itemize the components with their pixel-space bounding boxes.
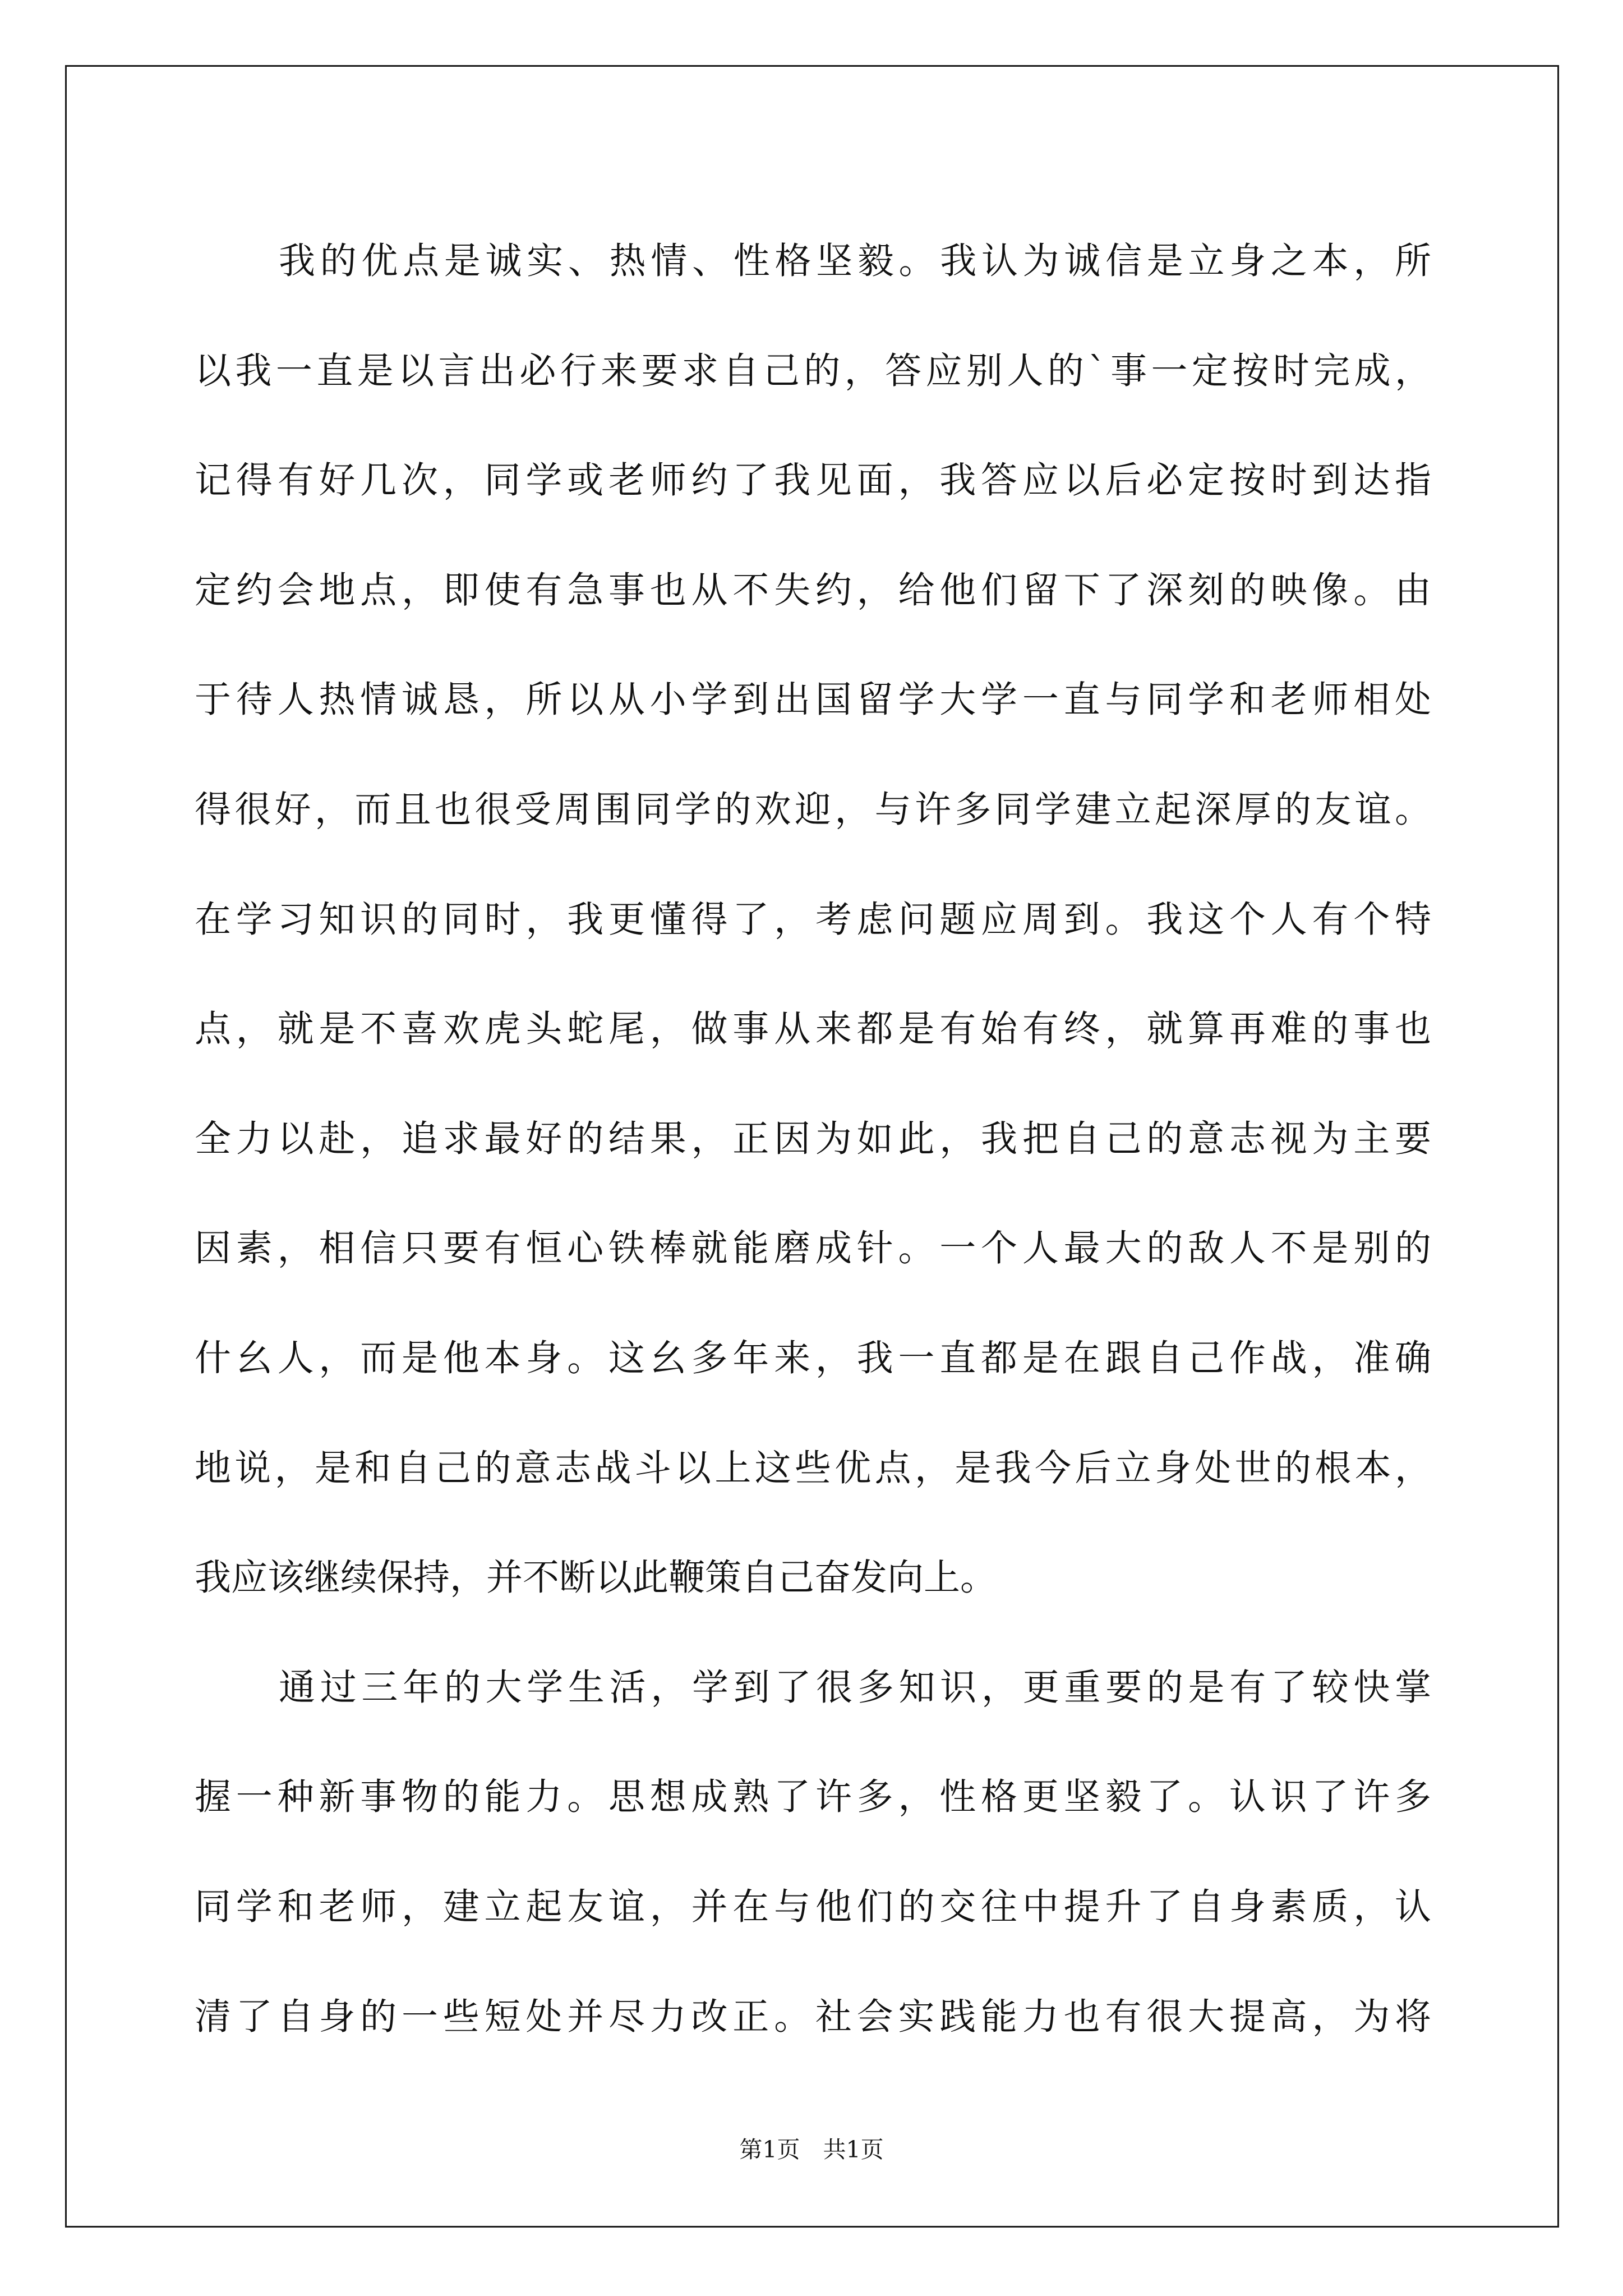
text-line: 握一种新事物的能力。思想成熟了许多，性格更坚毅了。认识了许多 [195, 1776, 1431, 1819]
text-line: 全力以赴，追求最好的结果，正因为如此，我把自己的意志视为主要 [195, 1117, 1431, 1160]
text-line: 在学习知识的同时，我更懂得了，考虑问题应周到。我这个人有个特 [195, 898, 1431, 941]
text-line: 得很好，而且也很受周围同学的欢迎，与许多同学建立起深厚的友谊。 [195, 788, 1431, 831]
page-number-footer: 第1页 共1页 [739, 2136, 884, 2163]
text-line: 定约会地点，即使有急事也从不失约，给他们留下了深刻的映像。由 [195, 569, 1431, 611]
text-line: 点，就是不喜欢虎头蛇尾，做事从来都是有始有终，就算再难的事也 [195, 1008, 1431, 1051]
text-line: 因素，相信只要有恒心铁棒就能磨成针。一个人最大的敌人不是别的 [195, 1227, 1431, 1270]
text-line: 清了自身的一些短处并尽力改正。社会实践能力也有很大提高，为将 [195, 1995, 1431, 2038]
text-line: 以我一直是以言出必行来要求自己的，答应别人的`事一定按时完成， [195, 349, 1431, 392]
text-line: 我的优点是诚实、热情、性格坚毅。我认为诚信是立身之本，所 [279, 240, 1431, 282]
paragraph-1 [195, 206, 1431, 1633]
text-line: 记得有好几次，同学或老师约了我见面，我答应以后必定按时到达指 [195, 459, 1431, 502]
text-line: 同学和老师，建立起友谊，并在与他们的交往中提升了自身素质，认 [195, 1885, 1431, 1928]
text-line: 地说，是和自己的意志战斗以上这些优点，是我今后立身处世的根本， [195, 1447, 1431, 1489]
text-line: 通过三年的大学生活，学到了很多知识，更重要的是有了较快掌 [279, 1666, 1431, 1709]
text-line: 于待人热情诚恳，所以从小学到出国留学大学一直与同学和老师相处 [195, 679, 1431, 721]
text-line: 我应该继续保持，并不断以此鞭策自己奋发向上。 [195, 1557, 997, 1599]
paragraph-2 [195, 1633, 1431, 2072]
text-line: 什幺人，而是他本身。这幺多年来，我一直都是在跟自己作战，准确 [195, 1337, 1431, 1379]
document-body [195, 206, 1431, 2072]
